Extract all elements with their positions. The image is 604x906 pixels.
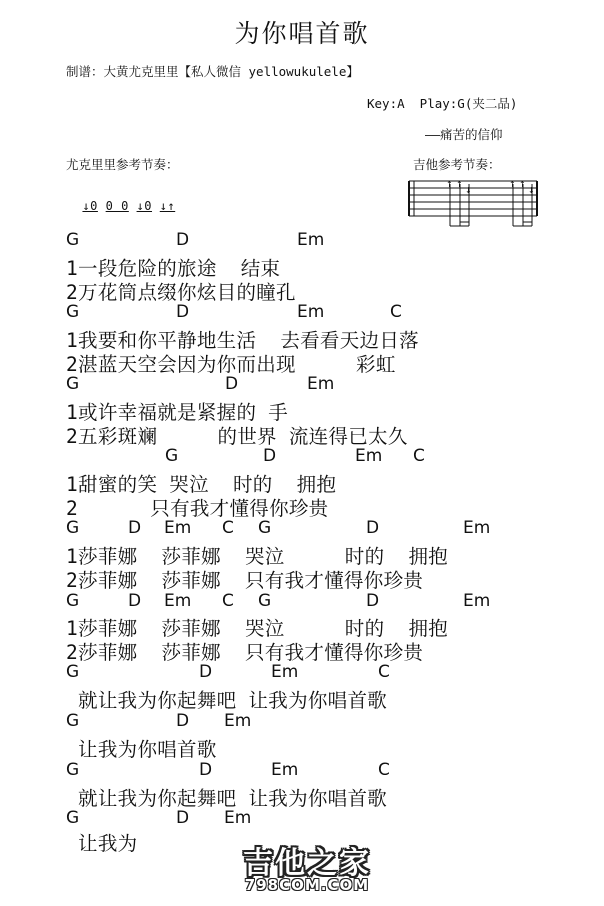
- credit-line: 制谱：大黄尤克里里【私人微信 yellowukulele】: [66, 64, 359, 79]
- chord: Em: [164, 591, 192, 611]
- chord: Em: [224, 711, 252, 731]
- guitar-rhythm-label: 吉他参考节奏：: [413, 157, 501, 172]
- rhythm-beat: ↓0: [136, 199, 153, 213]
- lyric-line: 1甜蜜的笑 哭泣 时的 拥抱: [66, 473, 337, 496]
- lyric-line: 2莎菲娜 莎菲娜 只有我才懂得你珍贵: [66, 569, 424, 592]
- chord: D: [176, 711, 190, 731]
- chord: G: [66, 591, 80, 611]
- chord: D: [263, 446, 277, 466]
- chord: G: [66, 302, 80, 322]
- chord: G: [66, 662, 80, 682]
- site-watermark-logo: [232, 838, 382, 900]
- logo-main-text: 吉他之家: [243, 846, 371, 881]
- chord: Em: [164, 518, 192, 538]
- chord: D: [128, 591, 142, 611]
- lyric-line: 2 只有我才懂得你珍贵: [66, 497, 329, 520]
- lyric-line: 让我为你唱首歌: [66, 738, 217, 761]
- lyric-line: 就让我为你起舞吧 让我为你唱首歌: [66, 787, 388, 810]
- chord: C: [222, 518, 234, 538]
- lyric-line: 就让我为你起舞吧 让我为你唱首歌: [66, 689, 388, 712]
- singer-name: ——痛苦的信仰: [425, 127, 503, 142]
- guitar-rhythm-tab: [405, 176, 541, 228]
- chord: D: [225, 374, 239, 394]
- chord: G: [66, 711, 80, 731]
- lyric-line: 2万花筒点缀你炫目的瞳孔: [66, 281, 296, 304]
- ukulele-rhythm-pattern: [67, 185, 175, 213]
- lyric-line: 2湛蓝天空会因为你而出现 彩虹: [66, 353, 396, 376]
- chord: Em: [463, 591, 491, 611]
- rhythm-beat: ↓0: [82, 199, 98, 213]
- chord: G: [66, 518, 80, 538]
- chord: Em: [355, 446, 383, 466]
- chord: Em: [271, 662, 299, 682]
- chord: Em: [463, 518, 491, 538]
- chord: C: [413, 446, 425, 466]
- chord: Em: [297, 302, 325, 322]
- chord: D: [199, 662, 213, 682]
- rhythm-beat: 0 0: [105, 199, 129, 213]
- ukulele-rhythm-label: 尤克里里参考节奏：: [66, 157, 179, 172]
- lyric-line: 1莎菲娜 莎菲娜 哭泣 时的 拥抱: [66, 617, 449, 640]
- logo-sub-text: 798COM.COM: [244, 876, 370, 894]
- chord: D: [366, 591, 380, 611]
- svg-text:↑: ↑: [446, 180, 453, 189]
- chord: Em: [297, 230, 325, 250]
- chord: Em: [307, 374, 335, 394]
- chord: Em: [224, 808, 252, 828]
- chord: G: [165, 446, 179, 466]
- rhythm-beat: ↓↑: [159, 199, 176, 213]
- lyric-line: 1莎菲娜 莎菲娜 哭泣 时的 拥抱: [66, 545, 449, 568]
- chord: D: [176, 302, 190, 322]
- chord: G: [258, 591, 272, 611]
- chord: G: [258, 518, 272, 538]
- key-play-info: Key:A Play:G(夹二品): [367, 96, 518, 111]
- svg-text:↑: ↑: [456, 180, 463, 189]
- chord: C: [378, 662, 390, 682]
- chord: D: [366, 518, 380, 538]
- chord: G: [66, 760, 80, 780]
- svg-text:↓: ↓: [528, 186, 535, 195]
- chord: G: [66, 374, 80, 394]
- chord: D: [128, 518, 142, 538]
- song-title: 为你唱首歌: [234, 19, 370, 48]
- svg-text:↑: ↑: [509, 180, 516, 189]
- svg-text:↑: ↑: [519, 180, 526, 189]
- chord: D: [176, 808, 190, 828]
- lyric-line: 2五彩斑斓 的世界 流连得已太久: [66, 425, 408, 448]
- chord: C: [390, 302, 402, 322]
- chord: D: [199, 760, 213, 780]
- chord: G: [66, 808, 80, 828]
- chord: Em: [271, 760, 299, 780]
- svg-text:↓: ↓: [465, 186, 472, 195]
- chord: D: [176, 230, 190, 250]
- chord: C: [378, 760, 390, 780]
- lyric-line: 1或许幸福就是紧握的 手: [66, 401, 289, 424]
- lyric-line: 1我要和你平静地生活 去看看天边日落: [66, 329, 419, 352]
- lyric-line: 让我为: [66, 832, 138, 855]
- chord: C: [222, 591, 234, 611]
- lyric-line: 2莎菲娜 莎菲娜 只有我才懂得你珍贵: [66, 641, 424, 664]
- chord: G: [66, 230, 80, 250]
- lyric-line: 1一段危险的旅途 结束: [66, 257, 281, 280]
